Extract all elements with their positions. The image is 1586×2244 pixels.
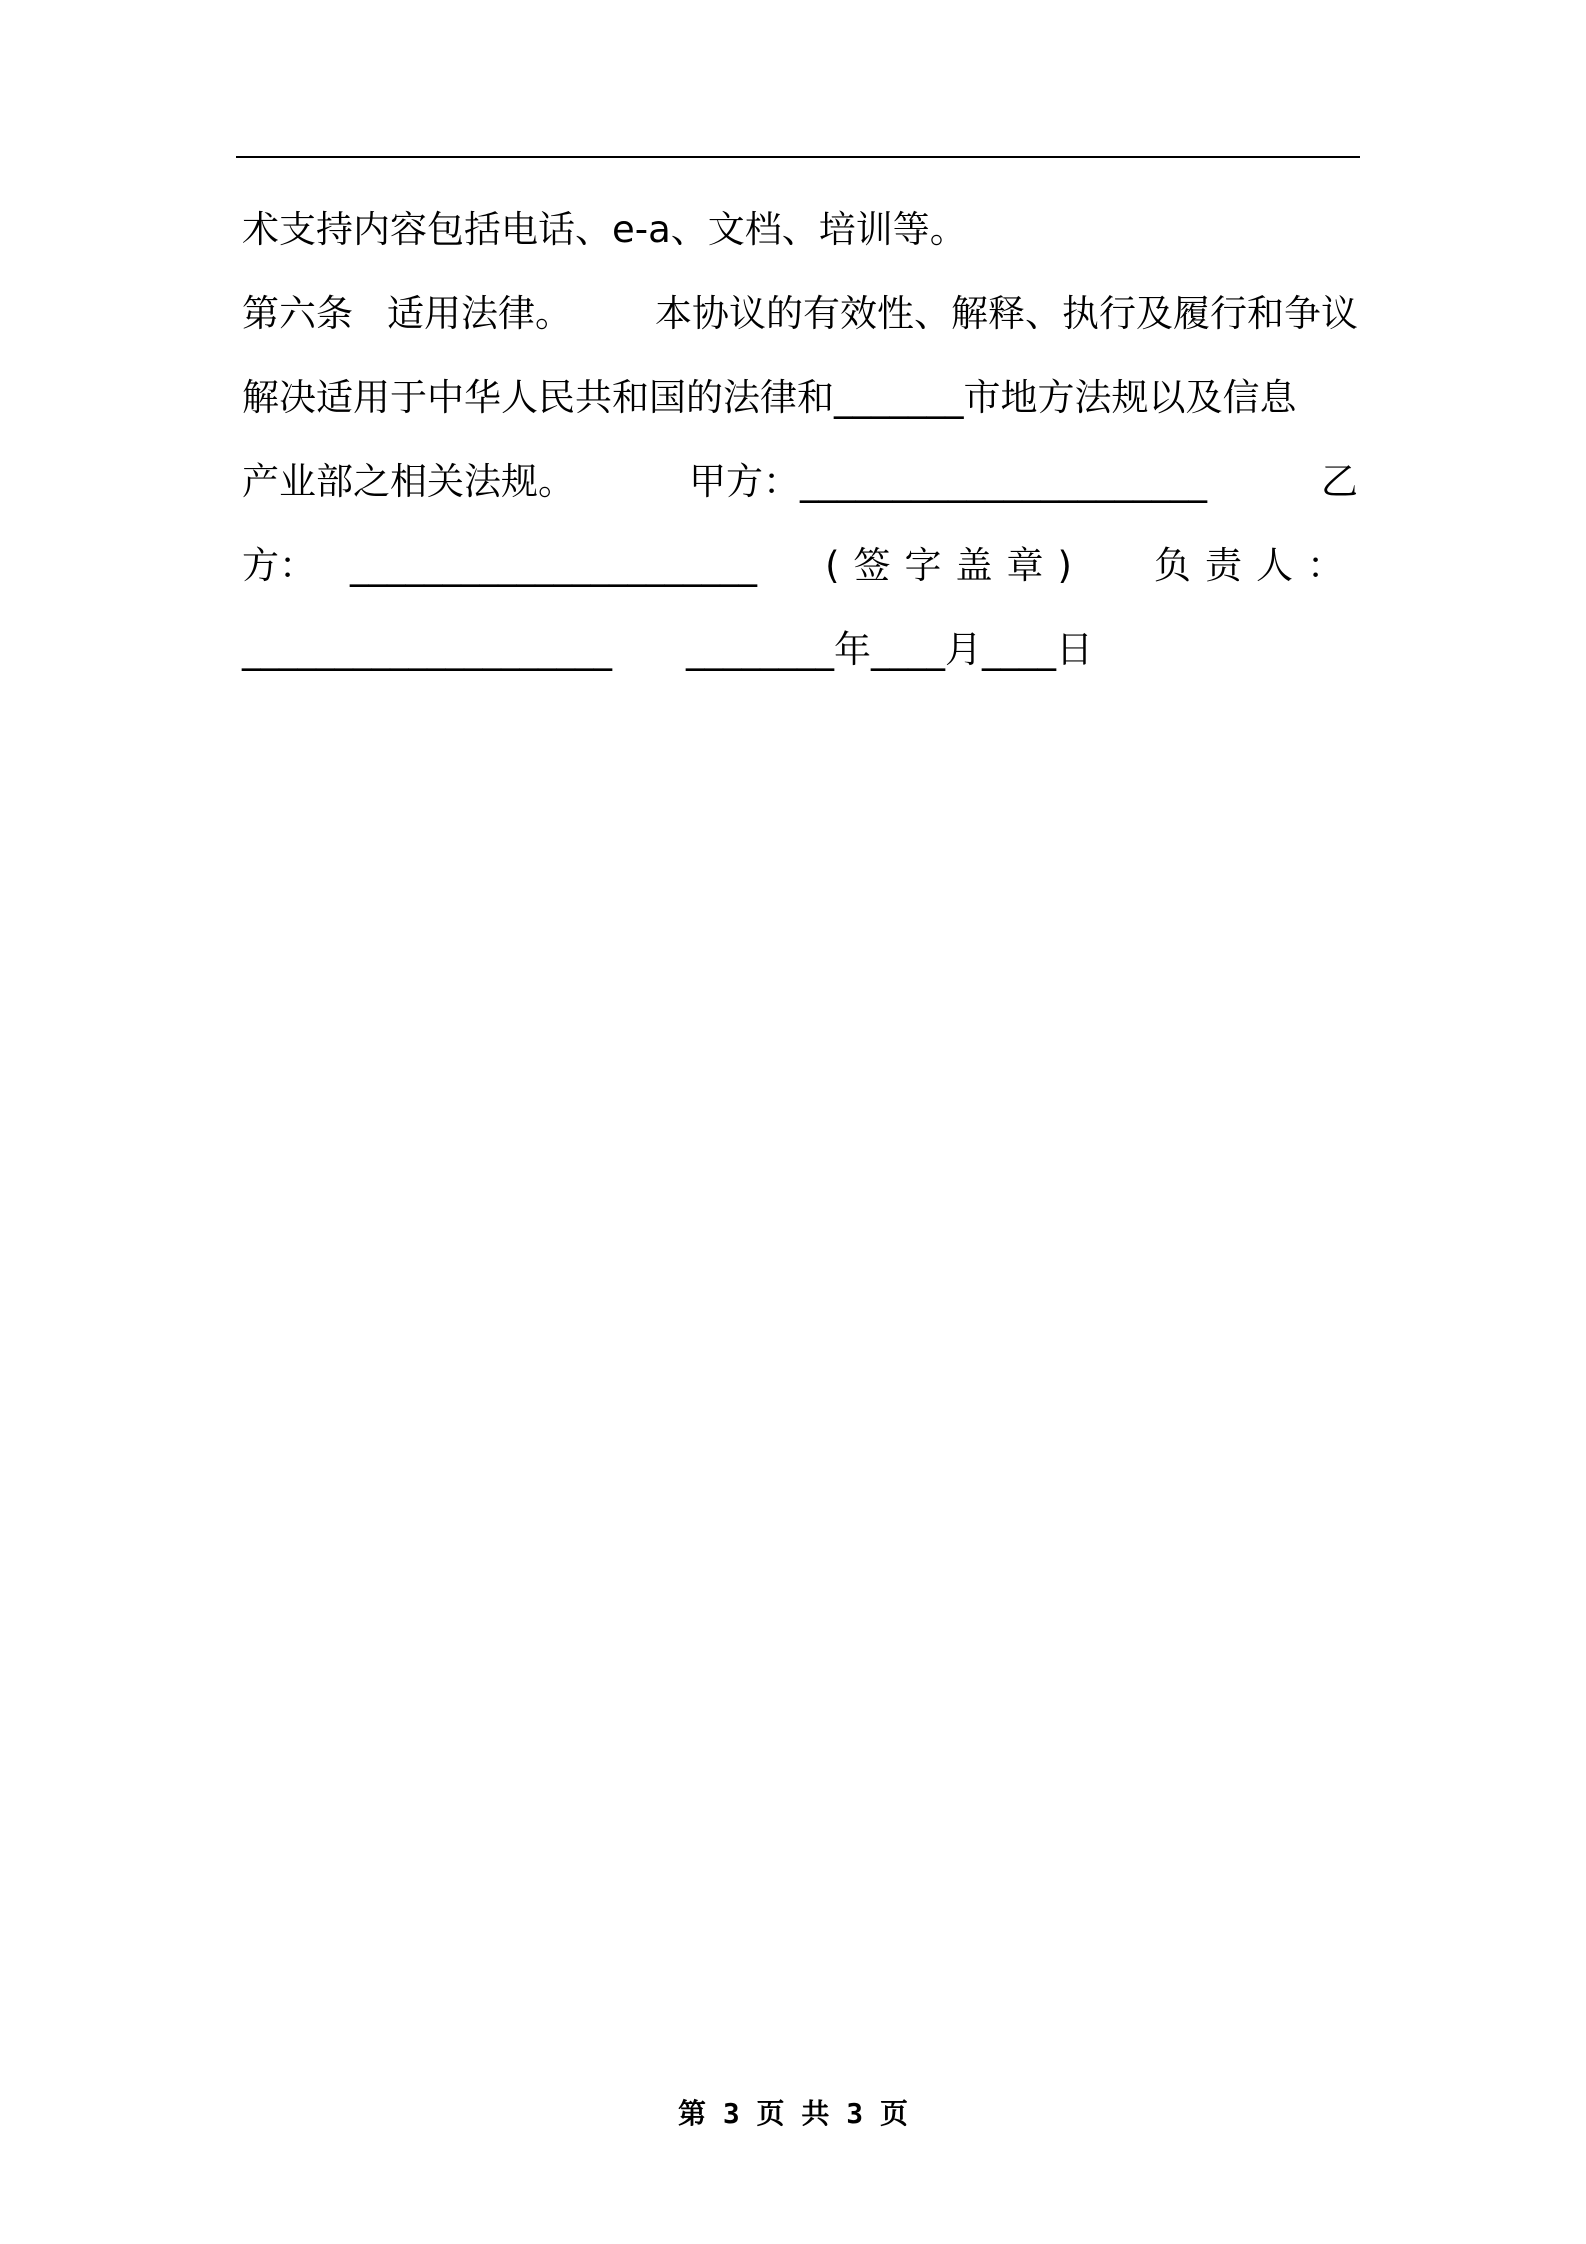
paragraph-line-5 bbox=[242, 524, 1358, 608]
line-text: 术支持内容包括电话、e-a、文档、培训等。 bbox=[242, 208, 967, 251]
party-a-signature-field: 甲方：______________________ bbox=[689, 460, 1207, 503]
line-text: 产业部之相关法规。 bbox=[242, 460, 575, 503]
responsible-person-label: 负责人： bbox=[1154, 544, 1358, 587]
paragraph-line-3 bbox=[242, 356, 1358, 440]
header-rule bbox=[236, 156, 1360, 158]
paragraph-line-1 bbox=[242, 188, 1358, 272]
party-b-blank: ______________________ bbox=[350, 544, 757, 587]
paragraph-line-2 bbox=[242, 272, 1358, 356]
article-title: 适用法律。 bbox=[387, 292, 572, 335]
page-number-footer: 第 3 页 共 3 页 bbox=[677, 2097, 908, 2130]
article-heading bbox=[242, 272, 572, 356]
responsible-person-blank: ____________________ bbox=[242, 628, 612, 671]
line-text: 解决适用于中华人民共和国的法律和_______市地方法规以及信息 bbox=[242, 376, 1297, 419]
paragraph-line-6 bbox=[242, 608, 1358, 692]
party-b-label-end: 方： bbox=[242, 544, 316, 587]
date-field: ________年____月____日 bbox=[686, 628, 1093, 671]
document-body bbox=[242, 188, 1358, 692]
article-text: 本协议的有效性、解释、执行及履行和争议 bbox=[655, 292, 1358, 335]
party-b-signature-field bbox=[242, 524, 757, 608]
paragraph-line-4 bbox=[242, 440, 1358, 524]
party-b-label-start: 乙 bbox=[1321, 460, 1358, 503]
seal-note: (签字盖章) bbox=[825, 544, 1086, 587]
article-number: 第六条 bbox=[242, 292, 353, 335]
